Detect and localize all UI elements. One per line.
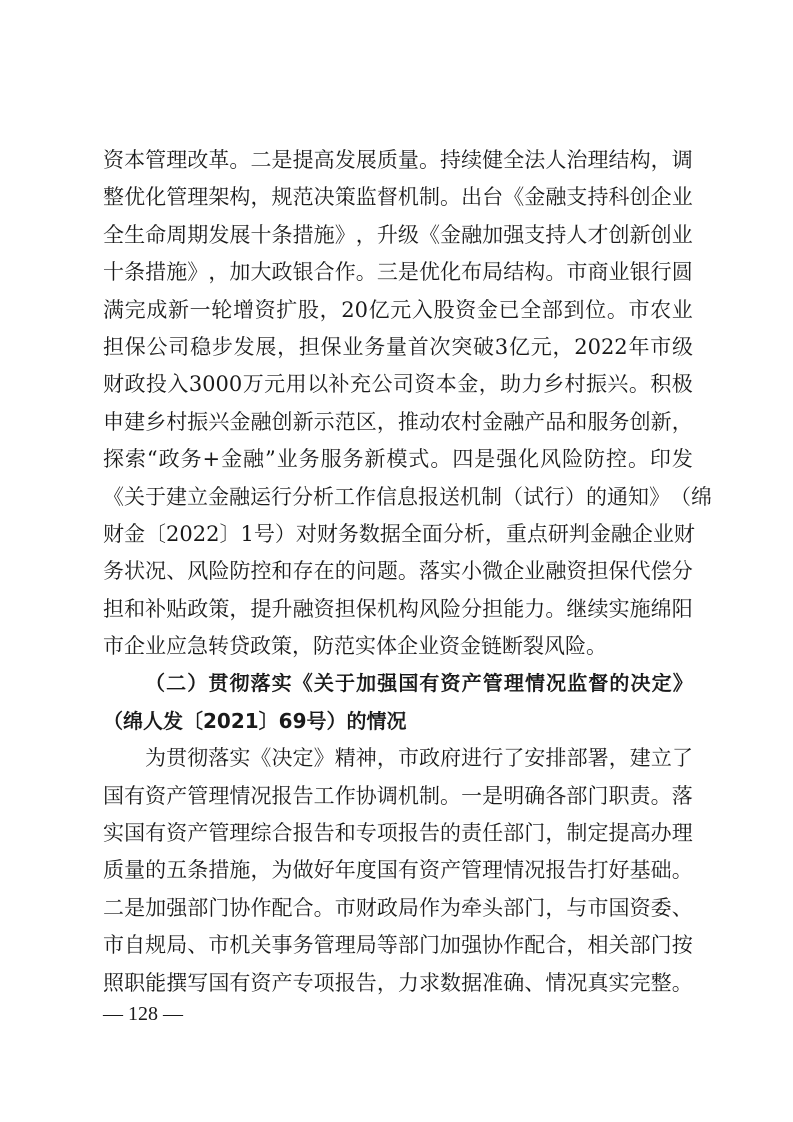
text-line: 财 政 投 入 3000 万 元 用 以 补 充 公 司 资 本 金 ， 助 力 乡 村 振 兴 。 积 极 [103, 372, 693, 397]
text-line: 整 优 化 管 理 架 构 ， 规 范 决 策 监 督 机 制 。 出 台 《 金 融 支 持 科 创 企 业 [103, 185, 693, 210]
text-line: 照 职 能 撰 写 国 有 资 产 专 项 报 告 ， 力 求 数 据 准 确 、 情 况 真 实 完 整 。 [103, 970, 693, 995]
text-line: 探 索 “ 政 务 + 金 融 ” 业 务 服 务 新 模 式 。 四 是 强 化 风 险 防 控 。 印 发 [103, 447, 693, 472]
text-line: 担 保 公 司 稳 步 发 展 ， 担 保 业 务 量 首 次 突 破 3 亿 元 ， 2022 年 市 级 [103, 334, 693, 359]
text-line: 务 状 况 、 风 险 防 控 和 存 在 的 问 题 。 落 实 小 微 企 业 融 资 担 保 代 偿 分 [103, 559, 693, 584]
text-line: 财 金 〔 2022 〕 1 号 ） 对 财 务 数 据 全 面 分 析 ， 重 点 研 判 金 融 企 业 财 [103, 521, 695, 546]
page-number: — 128 — [103, 1003, 183, 1025]
section-heading: （ 绵 人 发 〔 2021 〕 69 号 ） 的 情 况 [103, 708, 407, 733]
text-line: 市 企 业 应 急 转 贷 政 策 ， 防 范 实 体 企 业 资 金 链 断 裂 风 险 。 [103, 634, 607, 659]
text-line: 实 国 有 资 产 管 理 综 合 报 告 和 专 项 报 告 的 责 任 部 门 ， 制 定 提 高 办 理 [103, 821, 693, 846]
text-line: 满 完 成 新 一 轮 增 资 扩 股 ， 20 亿 元 入 股 资 金 已 全 部 到 位 。 市 农 业 [103, 297, 693, 322]
text-line: 为 贯 彻 落 实 《 决 定 》 精 神 ， 市 政 府 进 行 了 安 排 部 署 ， 建 立 了 [145, 746, 693, 771]
document-body [103, 142, 712, 1002]
text-line: 担 和 补 贴 政 策 ， 提 升 融 资 担 保 机 构 风 险 分 担 能 力 。 继 续 实 施 绵 阳 [103, 596, 693, 621]
text-line: 资 本 管 理 改 革 。 二 是 提 高 发 展 质 量 。 持 续 健 全 法 人 治 理 结 构 ， 调 [103, 148, 693, 172]
text-line: 市 自 规 局 、 市 机 关 事 务 管 理 局 等 部 门 加 强 协 作 配 合 ， 相 关 部 门 按 [103, 933, 693, 958]
section-heading: （ 二 ） 贯 彻 落 实 《 关 于 加 强 国 有 资 产 管 理 情 况 监 督 的 决 定 》 [145, 671, 693, 696]
text-line: 国 有 资 产 管 理 情 况 报 告 工 作 协 调 机 制 。 一 是 明 确 各 部 门 职 责 。 落 [103, 783, 693, 808]
text-line: 申 建 乡 村 振 兴 金 融 创 新 示 范 区 ， 推 动 农 村 金 融 产 品 和 服 务 创 新 ， [103, 409, 693, 434]
text-line: 质 量 的 五 条 措 施 ， 为 做 好 年 度 国 有 资 产 管 理 情 况 报 告 打 好 基 础 。 [103, 858, 693, 883]
text-line: 《 关 于 建 立 金 融 运 行 分 析 工 作 信 息 报 送 机 制 （ 试 行 ） 的 通 知 》 （ 绵 [103, 484, 712, 509]
text-line: 全 生 命 周 期 发 展 十 条 措 施 》 ， 升 级 《 金 融 加 强 支 持 人 才 创 新 创 业 [103, 222, 693, 247]
text-line: 二 是 加 强 部 门 协 作 配 合 。 市 财 政 局 作 为 牵 头 部 门 ， 与 市 国 资 委 、 [103, 895, 693, 920]
text-line: 十 条 措 施 》 ， 加 大 政 银 合 作 。 三 是 优 化 布 局 结 构 。 市 商 业 银 行 圆 [103, 260, 693, 285]
